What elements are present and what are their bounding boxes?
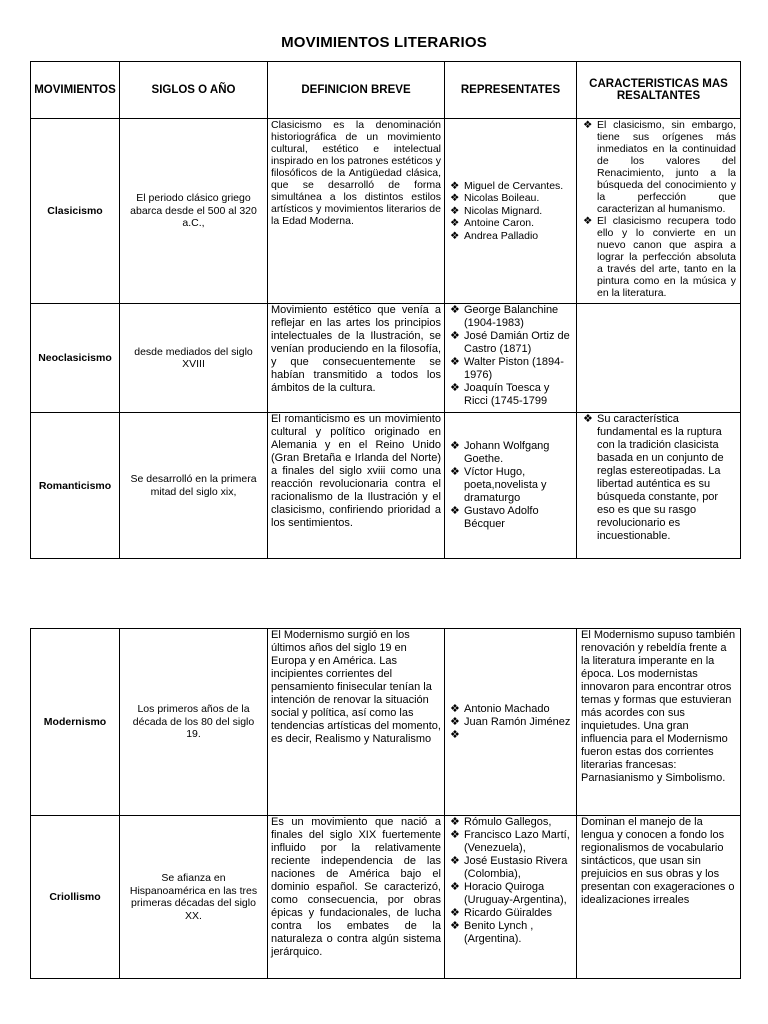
list-item: ❖ Rómulo Gallegos, [450,816,552,828]
list-item: ❖ José Damián Ortiz de Castro (1871) [450,330,570,355]
characteristics-cell [577,413,741,559]
diamond-bullet-icon: ❖ [450,217,460,230]
list-item: ❖ Benito Lynch ,(Argentina). [450,920,534,945]
diamond-bullet-icon: ❖ [450,920,460,932]
movements-table-2 [30,628,741,979]
representatives-list [448,180,573,243]
table-row [31,629,741,816]
characteristics-cell [577,304,741,413]
header-movimientos: MOVIMIENTOS [31,62,120,119]
page-title: MOVIMIENTOS LITERARIOS [281,34,487,51]
diamond-bullet-icon: ❖ [450,816,460,828]
characteristics-list [581,119,736,299]
diamond-bullet-icon: ❖ [450,907,460,919]
table-row [31,119,741,304]
list-item: ❖ Horacio Quiroga (Uruguay-Argentina), [450,881,567,906]
header-caracteristicas: CARACTERISTICAS MAS RESALTANTES [577,62,741,119]
representatives-list [448,440,573,531]
header-siglos: SIGLOS O AÑO [120,62,268,119]
representatives-cell [445,119,577,304]
representatives-list [448,816,573,946]
representatives-cell [445,304,577,413]
list-item: ❖ Víctor Hugo, poeta,novelista y dramaturgo [450,466,547,504]
list-item: ❖ Andrea Palladio [450,229,539,242]
diamond-bullet-icon: ❖ [450,229,460,242]
representatives-list [448,703,573,742]
diamond-bullet-icon: ❖ [583,413,593,425]
diamond-bullet-icon: ❖ [450,204,460,217]
diamond-bullet-icon: ❖ [450,382,460,394]
list-item: ❖ Miguel de Cervantes. [450,179,564,192]
list-item: ❖ El clasicismo, sin embargo, tiene sus orígenes más inmediatos en la continuidad de los valores del Renacimiento, junto a la búsqueda del conocimiento y la perfección que caracterizan al humanismo. [583,119,736,215]
diamond-bullet-icon: ❖ [450,179,460,192]
list-item: ❖ Ricardo Güiraldes [450,907,553,919]
diamond-bullet-icon: ❖ [450,505,460,517]
list-item: ❖ Su característica fundamental es la ruptura con la tradición clasicista basada en un conjunto de reglas estereotipadas. La libertad auténtica es su búsqueda constante, por eso es que su rasgo revolucionario es incuestionable. [583,413,724,542]
diamond-bullet-icon: ❖ [450,881,460,893]
definition-cell: El romanticismo es un movimiento cultural y político originado en Alemania y en el Reino Unido (Gran Bretaña e Irlanda del Norte) a finales del siglo xviii como una reacción revolucionaria contra el racionalismo de la Ilustración y el clasicismo, confiriendo prioridad a los sentimientos. [268,413,445,559]
movement-name: Modernismo [31,629,120,816]
movement-name: Clasicismo [31,119,120,304]
diamond-bullet-icon: ❖ [450,356,460,368]
list-item: ❖ Francisco Lazo Martí, (Venezuela), [450,829,570,854]
characteristics-cell [577,119,741,304]
table-header-row [31,62,741,119]
diamond-bullet-icon: ❖ [583,119,593,131]
diamond-bullet-icon: ❖ [450,728,460,741]
list-item: ❖ José Eustasio Rivera (Colombia), [450,855,568,880]
list-item: ❖ George Balanchine (1904-1983) [450,304,559,329]
list-item [448,729,573,742]
list-item: ❖ Antoine Caron. [450,217,535,230]
diamond-bullet-icon: ❖ [450,440,460,452]
definition-cell: Clasicismo es la denominación historiográfica de un movimiento cultural, estético e intelectual inspirado en los patrones estéticos y filosóficos de la Antigüedad clásica, que se desarrolló de forma simultánea a los distintos estilos artísticos y movimientos literarios de la Edad Moderna. [268,119,445,304]
characteristics-list [581,413,736,543]
definition-cell: Es un movimiento que nació a finales del siglo XIX fuertemente influido por la relativamente reciente independencia de las naciones de América bajo el dominio español. Se caracterizó, como consecuencia, por obras épicas y fundacionales, de lucha contra los embates de la naturaleza o contra algún sistema jerárquico. [268,816,445,979]
list-item: ❖ Joaquín Toesca y Ricci (1745-1799 [450,382,550,407]
header-representantes: REPRESENTATES [445,62,577,119]
table-row [31,304,741,413]
list-item: ❖ Nicolas Mignard. [450,204,543,217]
diamond-bullet-icon: ❖ [450,702,460,715]
movement-name: Romanticismo [31,413,120,559]
movements-table-1 [30,61,741,559]
representatives-list [448,304,573,408]
period-cell: desde mediados del siglo XVIII [120,304,268,413]
diamond-bullet-icon: ❖ [450,715,460,728]
period-cell: Se desarrolló en la primera mitad del siglo xix, [120,413,268,559]
movement-name: Criollismo [31,816,120,979]
representatives-cell [445,816,577,979]
diamond-bullet-icon: ❖ [450,330,460,342]
period-cell: El periodo clásico griego abarca desde el 500 al 320 a.C., [120,119,268,304]
period-cell: Se afianza en Hispanoamérica en las tres primeras décadas del siglo XX. [120,816,268,979]
list-item: ❖ Johann Wolfgang Goethe. [450,440,550,465]
list-item: ❖ Antonio Machado [450,702,550,715]
diamond-bullet-icon: ❖ [450,304,460,316]
header-definicion: DEFINICION BREVE [268,62,445,119]
definition-cell: Movimiento estético que venía a reflejar en las artes los principios intelectuales de la Ilustración, se venían produciendo en la filosofía, y que consecuentemente se habían transmitido a todos los ámbitos de la cultura. [268,304,445,413]
period-cell: Los primeros años de la década de los 80 del siglo 19. [120,629,268,816]
table-row [31,413,741,559]
characteristics-cell: Dominan el manejo de la lengua y conocen a fondo los regionalismos de vocabulario sintácticos, que usan sin prejuicios en sus obras y los presentan con exageraciones o idealizaciones irreales [577,816,741,979]
list-item: ❖ Walter Piston (1894-1976) [450,356,564,381]
diamond-bullet-icon: ❖ [450,829,460,841]
list-item: ❖ Juan Ramón Jiménez [450,715,571,728]
movement-name: Neoclasicismo [31,304,120,413]
list-item: ❖ Gustavo Adolfo Bécquer [450,505,539,530]
list-item: ❖ El clasicismo recupera todo ello y lo convierte en un nuevo canon que aspira a lograr la perfección absoluta a través del arte, tanto en la pintura como en la música y en la literatura. [583,215,736,299]
list-item: ❖ Nicolas Boileau. [450,192,540,205]
diamond-bullet-icon: ❖ [450,466,460,478]
diamond-bullet-icon: ❖ [583,215,593,227]
diamond-bullet-icon: ❖ [450,855,460,867]
representatives-cell [445,629,577,816]
definition-cell: El Modernismo surgió en los últimos años del siglo 19 en Europa y en América. Las incipientes corrientes del pensamiento finisecular tenían la intención de renovar la situación social y política, así como las tendencias artísticas del momento, es decir, Realismo y Naturalismo [268,629,445,816]
representatives-cell [445,413,577,559]
diamond-bullet-icon: ❖ [450,192,460,205]
table-row [31,816,741,979]
characteristics-cell: El Modernismo supuso también renovación y rebeldía frente a la literatura imperante en la época. Los modernistas innovaron para encontrar otros temas y formas que estuvieran más acordes con sus inquietudes. Una gran influencia para el Modernismo fueron estas dos corrientes literarias francesas: Parnasianismo y Simbolismo. [577,629,741,816]
